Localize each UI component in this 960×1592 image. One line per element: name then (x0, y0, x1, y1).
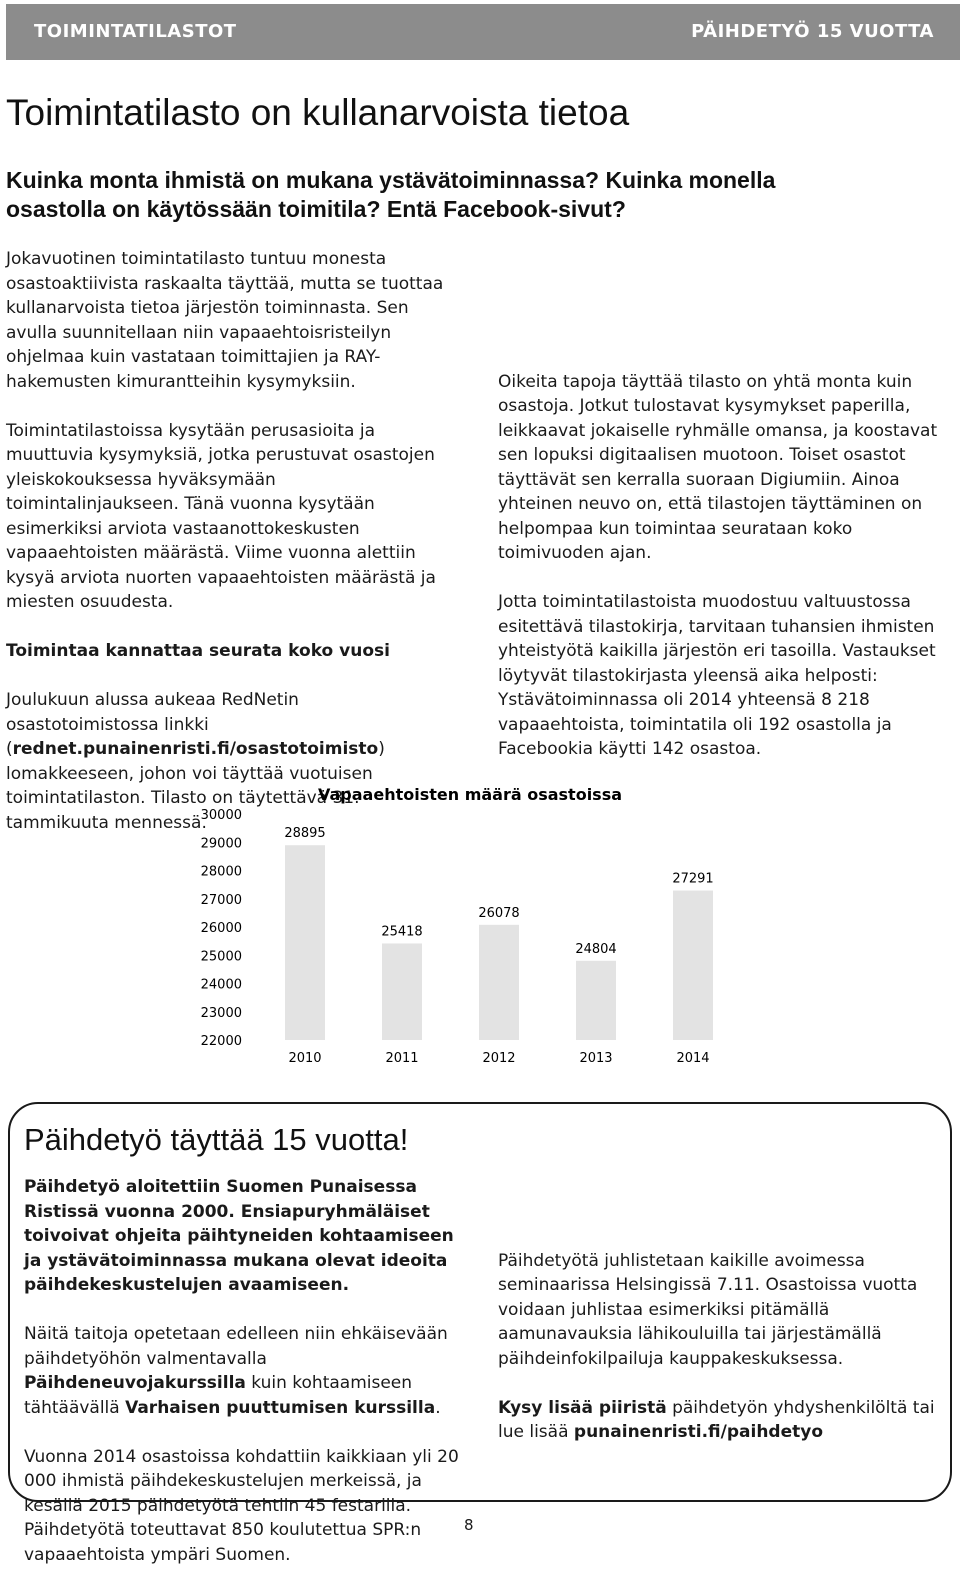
bar-2010 (285, 845, 325, 1040)
bar-value-label: 27291 (672, 871, 714, 887)
x-tick-label: 2012 (482, 1051, 516, 1066)
article-lead (6, 166, 906, 224)
y-tick-label: 24000 (200, 977, 242, 993)
y-tick-label: 22000 (200, 1034, 242, 1049)
y-tick-label: 25000 (200, 949, 242, 965)
bar-value-label: 26078 (478, 905, 520, 921)
column-continuation-spacer (498, 247, 958, 370)
y-tick-label: 30000 (200, 808, 242, 823)
x-tick-label: 2010 (288, 1051, 322, 1066)
bar-value-label: 24804 (575, 941, 617, 957)
paihdetyo-link[interactable]: punainenristi.fi/paihdetyo (573, 1422, 824, 1442)
chart-title: Vapaaehtoisten määrä osastoissa (317, 785, 623, 804)
box-intro: Päihdetyö aloitettiin Suomen Punaisessa Ristissä vuonna 2000. Ensiapuryhmäläiset toivoivat ohjeita päihtyneiden kohtaamiseen ja ystävätoiminnassa mukana olevat ideoita päihdekeskustelujen avaamiseen. (24, 1177, 454, 1295)
box-paragraph-2 (24, 1322, 474, 1420)
bar-2011 (382, 943, 422, 1040)
y-tick-label: 23000 (200, 1005, 242, 1021)
x-tick-label: 2013 (579, 1051, 613, 1066)
box-p2-c: kuin kohtaamiseen tähtäävällä (24, 1373, 413, 1418)
paragraph-3-rest: ) lomakkeeseen, johon voi täyttää vuotuisen toimintatilaston. Tilasto on täytettävä 31. tammikuuta mennessä. (6, 739, 385, 833)
x-axis-ticks (288, 1051, 709, 1066)
y-axis-ticks (201, 808, 242, 1049)
box-p2-e: . (435, 1397, 441, 1418)
paragraph-4: Oikeita tapoja täyttää tilasto on yhtä monta kuin osastoja. Jotkut tulostavat kysymykset paperilla, leikkaavat jokaiselle ryhmälle omansa, ja koostavat sen lopuksi digitaalisen muotoon. Toiset osastot täyttävät sen kerralla suoraan Digiumiin. Ainoa yhteinen neuvo on, että tilastojen täyttäminen on helpompaa kun toimintaa seurataan koko toimivuoden ajan. (498, 371, 938, 563)
contact-district-text: Kysy lisää piiristä (498, 1397, 667, 1418)
bar-2014 (673, 891, 713, 1040)
box-continuation-spacer (498, 1175, 948, 1249)
osastotoimisto-link[interactable]: rednet.punainenristi.fi/osastotoimisto (12, 739, 379, 759)
section-label: TOIMINTATILASTOT (34, 21, 237, 42)
x-tick-label: 2014 (676, 1051, 710, 1066)
box-paragraph-3: Vuonna 2014 osastoissa kohdattiin kaikkiaan yli 20 000 ihmistä päihdekeskustelujen merkeissä, ja kesällä 2015 päihdetyötä tehtiin 45 festarilla. Päihdetyötä toteuttavat 850 koulutettua SPR:n vapaaehtoista ympäri Suomen. (24, 1446, 459, 1565)
article-column-right (498, 247, 958, 786)
page-number: 8 (464, 1516, 474, 1534)
volunteers-bar-chart (180, 778, 740, 1078)
bar-2012 (479, 925, 519, 1040)
y-tick-label: 26000 (200, 921, 242, 936)
lead-line-1: Kuinka monta ihmistä on mukana ystävätoiminnassa? Kuinka monella (6, 167, 776, 193)
paragraph-3-text: Joulukuun alussa aukeaa RedNetin osastotoimistossa linkki ( (6, 690, 299, 759)
box-p2-a: Näitä taitoja opetetaan edelleen niin ehkäisevään päihdetyöhön valmentavalla (24, 1324, 448, 1369)
paragraph-1: Jokavuotinen toimintatilasto tuntuu monesta osastoaktiivista raskaalta täyttää, mutta se tuottaa kullanarvoista tietoa järjestön toiminnasta. Sen avulla suunnitellaan niin vapaaehtoisristeilyn ohjelmaa kuin vastataan toimittajien ja RAY-hakemusten kimurantteihin kysymyksiin. (6, 249, 444, 392)
box-title: Päihdetyö täyttää 15 vuotta! (24, 1122, 409, 1157)
subheading: Toimintaa kannattaa seurata koko vuosi (6, 641, 390, 661)
article-column-left (6, 247, 451, 860)
box-column-right (498, 1175, 948, 1469)
section-header-bar (6, 4, 960, 60)
y-tick-label: 28000 (200, 864, 242, 880)
box-p5-b: päihdetyön yhdyshenkilöltä tai lue lisää (498, 1397, 935, 1442)
box-paragraph-5 (498, 1396, 948, 1445)
chart-svg (180, 778, 740, 1078)
box-column-left (24, 1175, 474, 1592)
course-name-varhainen: Varhaisen puuttumisen kurssilla (125, 1397, 436, 1418)
x-tick-label: 2011 (385, 1051, 419, 1066)
series-label: PÄIHDETYÖ 15 VUOTTA (691, 21, 934, 42)
bar-value-label: 25418 (381, 924, 423, 940)
article-title: Toimintatilasto on kullanarvoista tietoa (6, 92, 630, 133)
bar-value-label: 28895 (284, 826, 326, 842)
bars-group (284, 826, 713, 1040)
paragraph-2: Toimintatilastoissa kysytään perusasioita ja muuttuvia kysymyksiä, jotka perustuvat osastojen yleiskokouksessa hyväksymään toimintalinjaukseen. Tänä vuonna kysytään esimerkiksi arviota vastaanottokeskusten vapaaehtoisten määrästä. Viime vuonna alettiin kysyä arviota nuorten vapaaehtoisten määrästä ja miesten osuudesta. (6, 420, 436, 612)
y-tick-label: 27000 (200, 892, 242, 908)
paragraph-5: Jotta toimintatilastoista muodostuu valtuustossa esitettävä tilastokirja, tarvitaan tuhansien ihmisten yhteistyötä kaikilla järjestön eri tasoilla. Vastaukset löytyvät tilastokirjasta yleensä aika helposti: Ystävätoiminnassa oli 2014 yhteensä 8 218 vapaaehtoista, toimintatila oli 192 osastolla ja Facebookia käytti 142 osastoa. (498, 592, 936, 759)
lead-line-2: osastolla on käytössään toimitila? Entä Facebook-sivut? (6, 196, 626, 222)
y-tick-label: 29000 (200, 836, 242, 852)
course-name-paihdeneuvoja: Päihdeneuvojakurssilla (24, 1373, 246, 1393)
box-paragraph-4: Päihdetyötä juhlistetaan kaikille avoimessa seminaarissa Helsingissä 7.11. Osastoissa vuotta voidaan juhlistaa esimerkiksi pitämällä aamunavauksia lähikouluilla tai järjestämällä päihdeinfokilpailuja kauppakeskuksessa. (498, 1250, 918, 1369)
bar-2013 (576, 961, 616, 1040)
